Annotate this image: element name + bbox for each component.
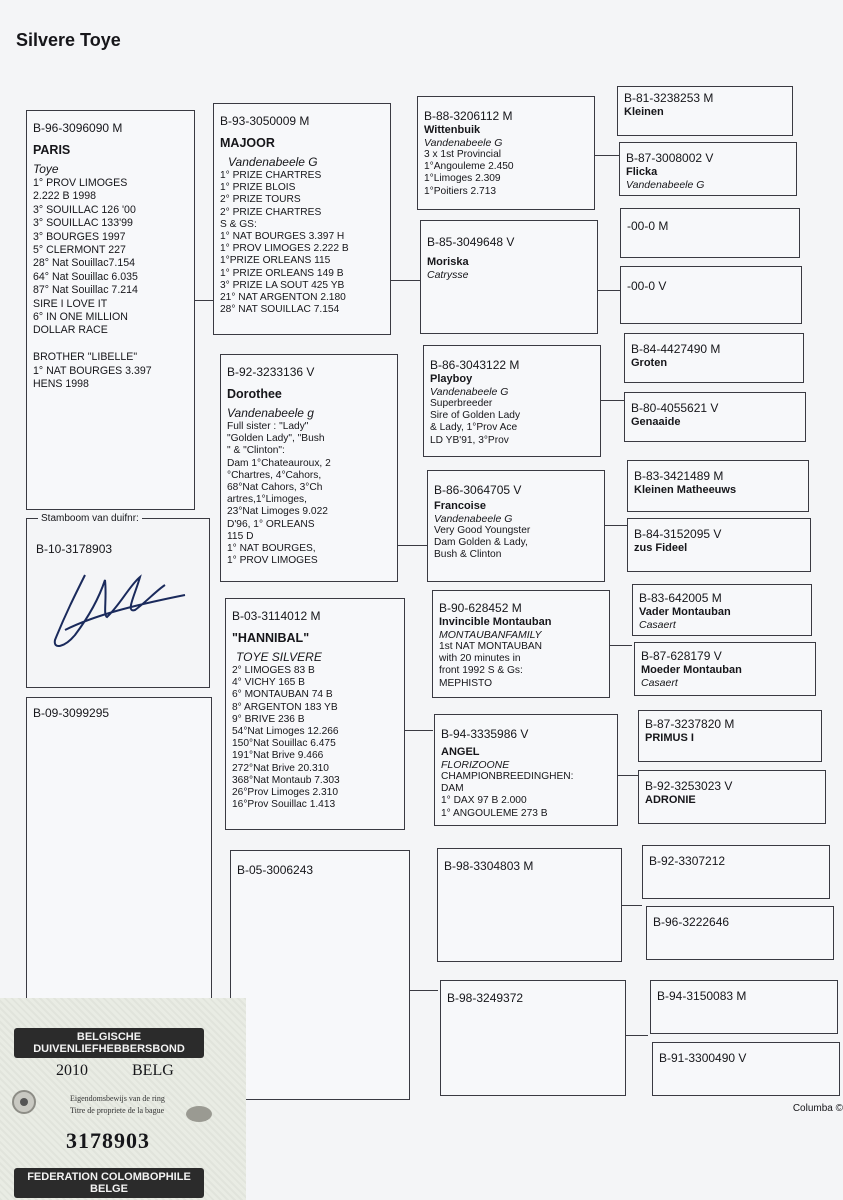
dorothee-ring: B-92-3233136 V [227, 365, 315, 379]
connector [610, 645, 632, 646]
ancestor-ring: B-94-3150083 M [657, 989, 747, 1003]
playboy-ring: B-86-3043122 M [430, 358, 520, 372]
angel-notes: CHAMPIONBREEDINGHEN: DAM 1° DAX 97 B 2.000 1° ANGOULEME 273 B [441, 771, 574, 819]
unknown-sire-card[interactable] [620, 208, 800, 258]
zus-fideel-ring: B-84-3152095 V [634, 527, 722, 541]
unknown-dam-ring: -00-0 V [627, 279, 667, 293]
dorothee-notes: Full sister : "Lady" "Golden Lady", "Bush " & "Clinton": Dam 1°Chateauroux, 2 °Chartres, 4°Cahors, 68°Nat Cahors, 3°Ch artres,1°Limoges, 23°Nat Limoges 9.022 D'96, 1° ORLEANS 115 D 1° NAT BOURGES, 1° PROV LIMOGES [227, 421, 331, 567]
zus-fideel-name: zus Fideel [634, 542, 688, 554]
primus-name: PRIMUS I [645, 732, 694, 744]
sire-ring: B-93-3050009 M [220, 114, 310, 128]
invincible-breeder: MONTAUBANFAMILY [439, 629, 542, 641]
card-emblem-icon [186, 1106, 212, 1122]
angel-card[interactable] [434, 714, 618, 826]
invincible-card[interactable] [432, 590, 610, 698]
subject-name: PARIS [33, 143, 71, 157]
vader-montauban-name: Vader Montauban [639, 606, 731, 618]
francoise-card[interactable] [427, 470, 605, 582]
moriska-card[interactable] [420, 220, 598, 334]
ancestor-card[interactable] [650, 980, 838, 1034]
sire-breeder: Vandenabeele G [228, 155, 318, 169]
ancestor-card[interactable] [642, 845, 830, 899]
kleinen-matheeuws-ring: B-83-3421489 M [634, 469, 724, 483]
ancestor-card[interactable] [652, 1042, 840, 1096]
card-line-fr: Titre de propriete de la bague [70, 1106, 165, 1115]
columba-credit: Columba © [792, 1103, 843, 1114]
connector [622, 905, 642, 906]
dorothee-breeder: Vandenabeele g [227, 406, 314, 420]
moeder-montauban-name: Moeder Montauban [641, 664, 742, 676]
ring-ownership-card [0, 998, 246, 1200]
moriska-name: Moriska [427, 256, 469, 268]
kleinen-ring: B-81-3238253 M [624, 91, 714, 105]
dam-dam-card[interactable] [230, 850, 410, 1100]
connector [605, 525, 627, 526]
vader-montauban-card[interactable] [632, 584, 812, 636]
zus-fideel-card[interactable] [627, 518, 811, 572]
flicka-breeder: Vandenabeele G [626, 179, 705, 191]
playboy-notes: Superbreeder Sire of Golden Lady & Lady, 1°Prov Ace LD YB'91, 3°Prov [430, 398, 521, 446]
unknown-sire-ring: -00-0 M [627, 219, 669, 233]
ancestor-ring: B-92-3307212 [649, 854, 726, 868]
card-eyelet-icon [12, 1090, 36, 1114]
adronie-ring: B-92-3253023 V [645, 779, 733, 793]
adronie-card[interactable] [638, 770, 826, 824]
connector [598, 290, 620, 291]
moriska-ring: B-85-3049648 V [427, 235, 515, 249]
moeder-montauban-card[interactable] [634, 642, 816, 696]
subject-breeder: Toye [33, 162, 59, 176]
ancestor-ring: B-96-3222646 [653, 915, 730, 929]
adronie-name: ADRONIE [645, 794, 696, 806]
card-year: 2010 [56, 1062, 88, 1079]
moeder-montauban-breeder: Casaert [641, 677, 678, 689]
wittenbuik-notes: 3 x 1st Provincial 1°Angouleme 2.450 1°Limoges 2.309 1°Poitiers 2.713 [424, 149, 514, 197]
dam-root-ring: B-09-3099295 [33, 706, 110, 720]
moriska-breeder: Catrysse [427, 269, 469, 281]
b98m-card[interactable] [437, 848, 622, 962]
primus-ring: B-87-3237820 M [645, 717, 735, 731]
hannibal-breeder: TOYE SILVERE [236, 650, 322, 664]
genaaide-card[interactable] [624, 392, 806, 442]
connector [408, 990, 438, 991]
francoise-notes: Very Good Youngster Dam Golden & Lady, Bush & Clinton [434, 525, 531, 561]
connector [403, 730, 433, 731]
connector [618, 775, 638, 776]
subject-notes: 1° PROV LIMOGES 2.222 B 1998 3° SOUILLAC 126 '00 3° SOUILLAC 133'99 3° BOURGES 1997 5° CLERMONT 227 28° Nat Souillac7.154 64° Nat Souillac 6.035 87° Nat Souillac 7.214 SIRE I LOVE IT 6° IN ONE MILLION DOLLAR RACE BROTHER "LIBELLE" 1° NAT BOURGES 3.397 HENS 1998 [33, 177, 152, 391]
flicka-ring: B-87-3008002 V [626, 151, 714, 165]
connector [626, 1035, 648, 1036]
sire-name: MAJOOR [220, 136, 275, 150]
invincible-ring: B-90-628452 M [439, 601, 522, 615]
angel-name: ANGEL [441, 746, 480, 758]
flicka-card[interactable] [619, 142, 797, 196]
dorothee-name: Dorothee [227, 387, 282, 401]
angel-breeder: FLORIZOONE [441, 759, 510, 771]
playboy-breeder: Vandenabeele G [430, 386, 509, 398]
connector [600, 400, 625, 401]
card-line-nl: Eigendomsbewijs van de ring [70, 1094, 165, 1103]
signature-image [45, 555, 195, 665]
connector [595, 155, 621, 156]
playboy-name: Playboy [430, 373, 473, 385]
groten-name: Groten [631, 357, 668, 369]
subject-card[interactable] [26, 110, 195, 510]
ancestor-ring: B-91-3300490 V [659, 1051, 747, 1065]
kleinen-name: Kleinen [624, 106, 664, 118]
wittenbuik-name: Wittenbuik [424, 124, 481, 136]
page-title: Silvere Toye [16, 30, 121, 50]
unknown-dam-card[interactable] [620, 266, 802, 324]
vader-montauban-breeder: Casaert [639, 619, 676, 631]
groten-ring: B-84-4427490 M [631, 342, 721, 356]
wittenbuik-card[interactable] [417, 96, 595, 210]
groten-card[interactable] [624, 333, 804, 383]
connector [195, 300, 213, 301]
hannibal-card[interactable] [225, 598, 405, 830]
francoise-breeder: Vandenabeele G [434, 513, 513, 525]
stamboom-label: Stamboom van duifnr: [38, 513, 142, 524]
wittenbuik-ring: B-88-3206112 M [424, 109, 513, 123]
sire-notes: 1° PRIZE CHARTRES 1° PRIZE BLOIS 2° PRIZE TOURS 2° PRIZE CHARTRES S & GS: 1° NAT BOURGES 3.397 H 1° PROV LIMOGES 2.222 B 1°PRIZE ORLEANS 115 1° PRIZE ORLEANS 149 B 3° PRIZE LA SOUT 425 YB 21° NAT ARGENTON 2.180 28° NAT SOUILLAC 7.154 [220, 170, 349, 316]
b98m-ring: B-98-3304803 M [444, 859, 534, 873]
invincible-name: Invincible Montauban [439, 616, 552, 628]
flicka-name: Flicka [626, 166, 658, 178]
card-top-band: BELGISCHE DUIVENLIEFHEBBERSBOND [14, 1028, 204, 1058]
stamboom-ring: B-10-3178903 [36, 542, 113, 556]
subject-ring: B-96-3096090 M [33, 121, 123, 135]
dam-dam-ring: B-05-3006243 [237, 863, 314, 877]
hannibal-name: "HANNIBAL" [232, 631, 310, 645]
angel-ring: B-94-3335986 V [441, 727, 529, 741]
kleinen-card[interactable] [617, 86, 793, 136]
card-ring-number: 3178903 [66, 1128, 150, 1153]
b98-ring: B-98-3249372 [447, 991, 524, 1005]
kleinen-matheeuws-card[interactable] [627, 460, 809, 512]
sire-card[interactable] [213, 103, 391, 335]
b98-card[interactable] [440, 980, 626, 1096]
wittenbuik-breeder: Vandenabeele G [424, 137, 503, 149]
vader-montauban-ring: B-83-642005 M [639, 591, 722, 605]
card-bottom-band: FEDERATION COLOMBOPHILE BELGE [14, 1168, 204, 1198]
primus-card[interactable] [638, 710, 822, 762]
dam-root-card[interactable] [26, 697, 212, 1007]
genaaide-ring: B-80-4055621 V [631, 401, 719, 415]
playboy-card[interactable] [423, 345, 601, 457]
moeder-montauban-ring: B-87-628179 V [641, 649, 722, 663]
francoise-ring: B-86-3064705 V [434, 483, 522, 497]
hannibal-ring: B-03-3114012 M [232, 609, 321, 623]
dorothee-card[interactable] [220, 354, 398, 582]
genaaide-name: Genaaide [631, 416, 681, 428]
invincible-notes: 1st NAT MONTAUBAN with 20 minutes in front 1992 S & Gs: MEPHISTO [439, 641, 543, 689]
hannibal-notes: 2° LIMOGES 83 B 4° VICHY 165 B 6° MONTAUBAN 74 B 8° ARGENTON 183 YB 9° BRIVE 236 B 54°Nat Limoges 12.266 150°Nat Souillac 6.475 191°Nat Brive 9.466 272°Nat Brive 20.310 368°Nat Montaub 7.303 26°Prov Limoges 2.310 16°Prov Souillac 1.413 [232, 665, 340, 811]
ancestor-card[interactable] [646, 906, 834, 960]
kleinen-matheeuws-name: Kleinen Matheeuws [634, 484, 737, 496]
francoise-name: Francoise [434, 500, 486, 512]
card-country: BELG [132, 1062, 174, 1079]
